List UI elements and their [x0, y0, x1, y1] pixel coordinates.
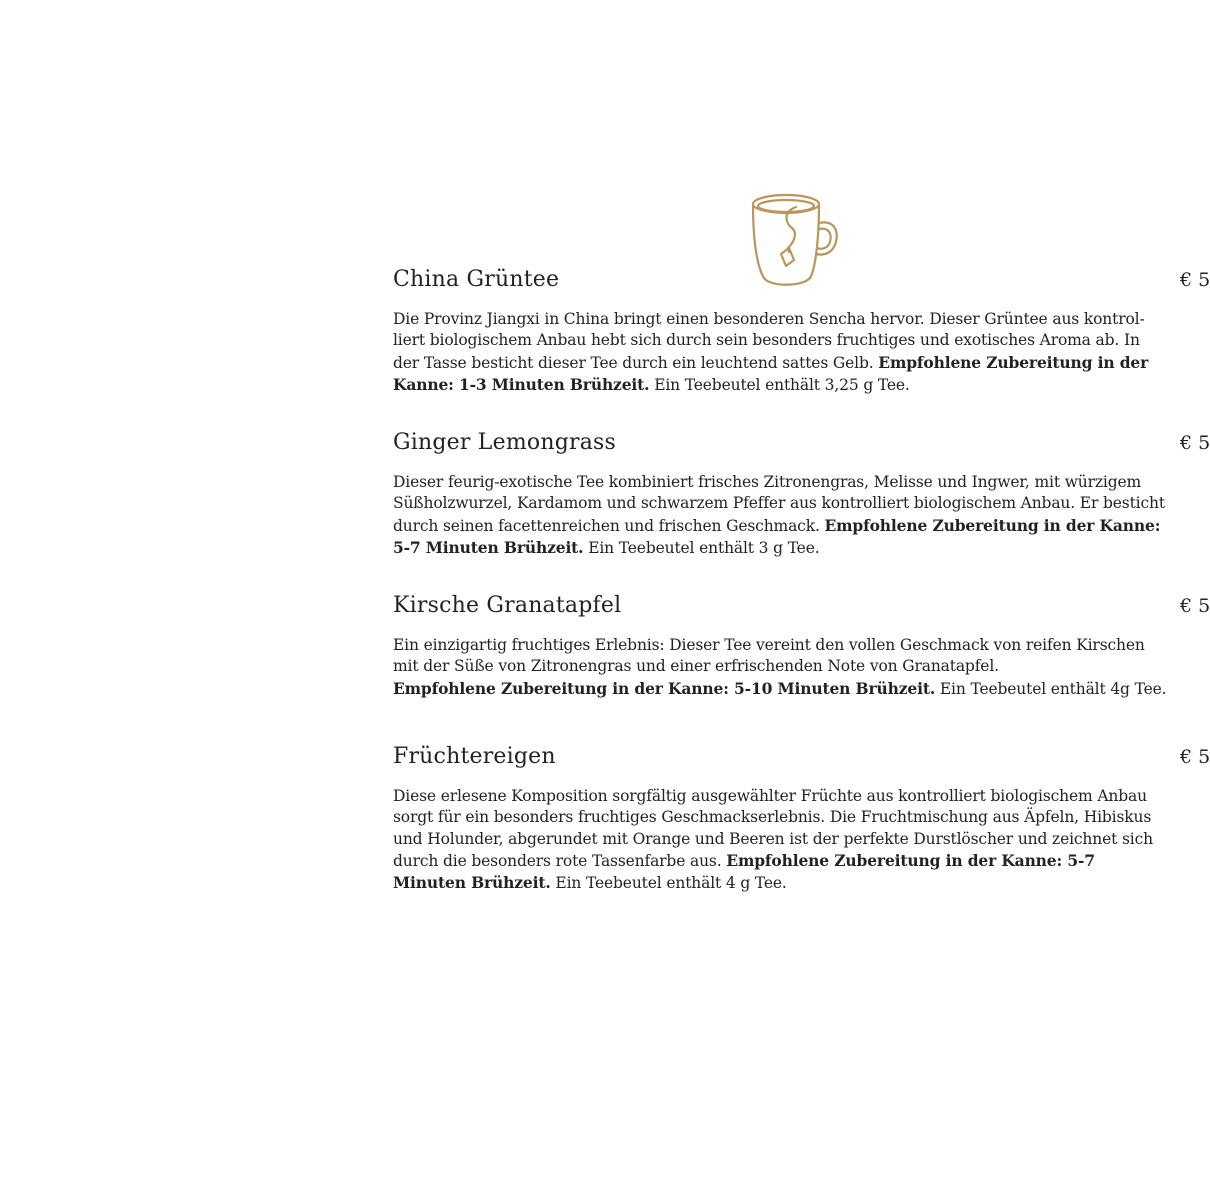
description-text: Diese erlesene Komposition sorgfältig ausgewählter Früchte aus kontrolliert biologischem Anbau sorgt für ein besonders fruchtiges Geschmackserlebnis. Die Fruchtmischung aus Äpfeln, Hibiskus und Holunder, abgerundet mit Orange und Beeren ist der perfekte Durstlöscher und zeichnet sich durch die besonders rote Tassenfarbe aus. — [393, 787, 1153, 870]
item-description — [393, 635, 1168, 700]
menu-item — [393, 267, 1168, 396]
item-description — [393, 309, 1168, 396]
description-tail: Ein Teebeutel enthält 3,25 g Tee. — [649, 375, 910, 394]
description-text: Dieser feurig-exotische Tee kombiniert frisches Zitronengras, Melisse und Ingwer, mit würzigem Süßholzwurzel, Kardamom und schwarzem Pfeffer aus kontrolliert biologischem Anbau. Er besticht durch seinen facettenreichen und frischen Geschmack. — [393, 473, 1165, 535]
description-tail: Ein Teebeutel enthält 4g Tee. — [935, 679, 1167, 698]
item-title: Kirsche Granatapfel — [393, 593, 622, 618]
preparation-note: Empfohlene Zubereitung in der Kanne: 5-7 Minuten Brühzeit. — [393, 515, 1161, 557]
item-price: € 5 — [1180, 746, 1210, 768]
item-title: Ginger Lemongrass — [393, 430, 616, 455]
item-price: € 5 — [1180, 269, 1210, 291]
menu-item — [393, 593, 1168, 700]
item-description — [393, 786, 1168, 894]
preparation-note: Empfohlene Zubereitung in der Kanne: 1-3 Minuten Brühzeit. — [393, 352, 1149, 394]
item-title: China Grüntee — [393, 267, 560, 292]
menu-item — [393, 744, 1168, 894]
description-text: Ein einzigartig fruchtiges Erlebnis: Dieser Tee vereint den vollen Geschmack von reifen Kirschen mit der Süße von Zitronengras und einer erfrischenden Note von Granatapfel. — [393, 636, 1145, 676]
item-description — [393, 472, 1168, 559]
preparation-note: Empfohlene Zubereitung in der Kanne: 5-7 Minuten Brühzeit. — [393, 850, 1095, 893]
description-tail: Ein Teebeutel enthält 4 g Tee. — [550, 874, 787, 893]
item-price: € 5 — [1180, 595, 1210, 617]
item-title: Früchtereigen — [393, 744, 556, 769]
menu-item — [393, 430, 1168, 559]
description-text: Die Provinz Jiangxi in China bringt einen besonderen Sencha hervor. Dieser Grüntee aus kontrolliert biologischem Anbau hebt sich durch sein besonders fruchtiges und exotisches Aroma ab. In der Tasse besticht dieser Tee durch ein leuchtend sattes Gelb. — [393, 310, 1145, 372]
preparation-note: Empfohlene Zubereitung in der Kanne: 5-10 Minuten Brühzeit. — [393, 678, 936, 698]
description-tail: Ein Teebeutel enthält 3 g Tee. — [583, 538, 820, 557]
item-price: € 5 — [1180, 432, 1210, 454]
